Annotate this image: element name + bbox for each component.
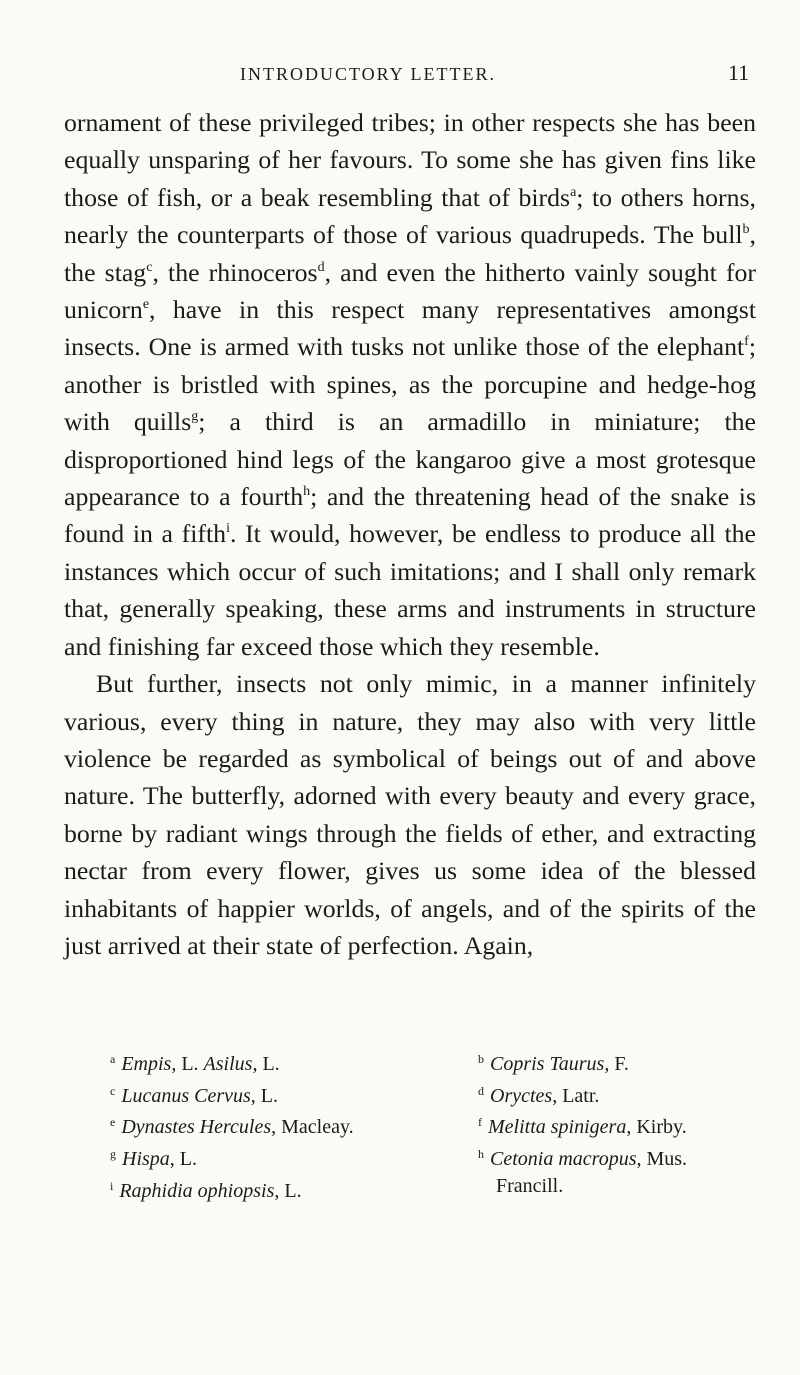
footnote-ref-h: h	[303, 484, 311, 500]
page-header	[0, 56, 800, 96]
text-run: ; to others horns, nearly the counterparts of those of various quadrupeds. The bull	[64, 182, 756, 250]
footnote-mark: f	[478, 1115, 482, 1130]
running-head: INTRODUCTORY LETTER.	[240, 64, 496, 84]
footnote-mark: g	[110, 1147, 116, 1162]
authority: , Macleay.	[271, 1116, 354, 1139]
footnote-e	[110, 1109, 470, 1141]
text-run: , the rhinoceros	[152, 257, 318, 287]
authority: , F.	[604, 1053, 629, 1076]
authority: , Kirby.	[626, 1116, 687, 1139]
authority: , Mus.	[636, 1148, 688, 1171]
footnote-mark: h	[478, 1147, 484, 1162]
authority: , L.	[169, 1148, 198, 1171]
species-name: Dynastes Hercules	[121, 1116, 272, 1139]
text-run: . It would, however, be endless to produce all the instances which occur of such imitations; and I shall only remark that, generally speaking, these arms and instruments in structure and finishing far exceed those which they resemble.	[64, 519, 756, 661]
footnote-b	[478, 1046, 778, 1078]
footnote-ref-g: g	[191, 409, 199, 425]
authority: , Latr.	[552, 1084, 600, 1107]
text-run: ; a third is an armadillo in miniature; the disproportioned hind legs of the kangaroo give a most grotesque appearance to a fourth	[64, 407, 756, 512]
footnote-mark: e	[110, 1115, 116, 1130]
footnote-a	[110, 1046, 470, 1078]
species-name: Hispa	[122, 1148, 170, 1171]
footnote-i	[110, 1173, 470, 1205]
footnote-ref-e: e	[142, 297, 150, 313]
footnotes-left-column	[110, 1046, 470, 1204]
authority: Francill.	[496, 1174, 564, 1197]
footnote-c	[110, 1078, 470, 1110]
footnote-ref-c: c	[146, 259, 153, 275]
species-name: Raphidia ophiopsis	[119, 1179, 275, 1202]
footnote-g	[110, 1141, 470, 1173]
text-run: , the stag	[64, 220, 756, 287]
paragraph-2: But further, insects not only mimic, in a manner infinitely various, every thing in nature, they may also with very little violence be regarded as symbolical of beings out of and above nature. The butterfly, adorned with every beauty and every grace, borne by radiant wings through the fields of ether, and extracting nectar from every flower, gives us some idea of the blessed inhabitants of happier worlds, of angels, and of the spirits of the just arrived at their state of perfection. Again,	[64, 669, 756, 960]
footnote-ref-f: f	[744, 334, 749, 350]
footnote-ref-i: i	[226, 521, 230, 537]
species-name: Cetonia macropus	[490, 1148, 637, 1171]
footnote-mark: i	[110, 1178, 114, 1193]
footnote-mark: a	[110, 1052, 116, 1066]
footnote-mark: c	[110, 1083, 116, 1098]
footnote-ref-d: d	[317, 259, 325, 275]
species-name: Asilus	[203, 1053, 253, 1076]
footnote-d	[478, 1078, 778, 1110]
footnotes-right-column	[478, 1046, 778, 1199]
paragraph-1	[64, 104, 756, 665]
authority: , L.	[171, 1053, 204, 1076]
footnote-ref-b: b	[742, 222, 750, 238]
text-run: , have in this respect many representatives amongst insects. One is armed with tusks not unlike those of the elephant	[64, 295, 756, 362]
text-run: , and even the hitherto vainly sought for unicorn	[64, 257, 757, 325]
authority: , L.	[274, 1179, 302, 1202]
authority: , L.	[252, 1053, 280, 1076]
body-text	[64, 104, 756, 964]
footnote-mark: d	[478, 1083, 484, 1098]
text-run: ; another is bristled with spines, as the porcupine and hedge-hog with quills	[64, 332, 756, 437]
text-run: ornament of these privileged tribes; in other respects she has been equally unsparing of her favours. To some she has given fins like those of fish, or a beak resembling that of birds	[64, 108, 756, 212]
footnote-ref-a: a	[570, 185, 577, 201]
species-name: Oryctes	[490, 1084, 553, 1107]
species-name: Copris Taurus	[490, 1053, 605, 1076]
page-number: 11	[728, 60, 750, 85]
species-name: Melitta spinigera	[488, 1116, 627, 1139]
text-run: ; and the threatening head of the snake is found in a fifth	[64, 482, 756, 549]
authority: , L.	[250, 1084, 278, 1107]
footnote-h-continued	[478, 1173, 778, 1200]
footnote-mark: b	[478, 1052, 484, 1066]
footnote-h	[478, 1141, 778, 1173]
footnote-f	[478, 1109, 778, 1141]
species-name: Empis	[121, 1053, 172, 1076]
species-name: Lucanus Cervus	[121, 1084, 251, 1107]
